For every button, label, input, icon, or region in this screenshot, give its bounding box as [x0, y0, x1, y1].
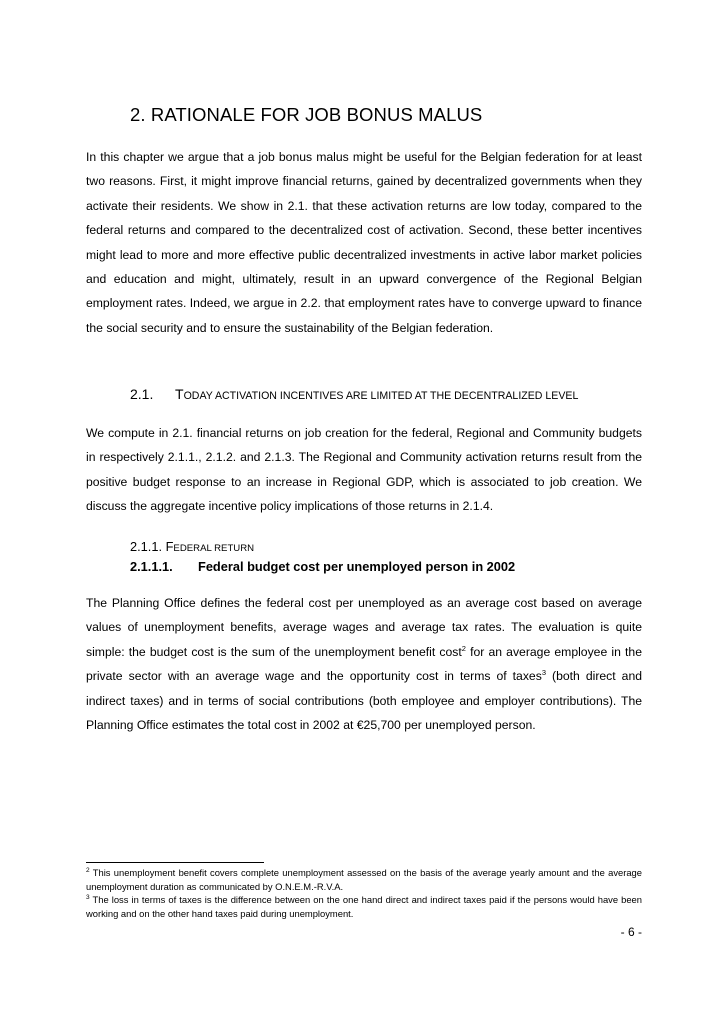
footnote-mark: 2 — [86, 867, 90, 874]
footnotes — [86, 866, 642, 920]
body-text-part-1: The Planning Office defines the federal cost per unemployed as an average cost based on average values of unemployment benefits, average wages and average tax rates. The evaluation is quite simple: the budget cost is the sum of the unemployment benefit cost — [86, 596, 642, 659]
section-title-initial: T — [175, 386, 184, 402]
subsection-heading-2-1-1 — [130, 539, 254, 554]
body-text-part-2: for an average employee in the private sector with an average wage and the opportunity cost in terms of taxes — [86, 644, 642, 684]
chapter-heading: 2. RATIONALE FOR JOB BONUS MALUS — [130, 104, 483, 125]
footnote-text: The loss in terms of taxes is the difference between on the one hand direct and indirect taxes paid if the persons would have been working and on the other hand taxes paid during unemployment. — [86, 894, 642, 919]
intro-paragraph — [86, 145, 642, 340]
footnote-mark: 3 — [86, 894, 90, 902]
subsubsection-number: 2.1.1.1. — [130, 559, 173, 574]
subsection-title-initial: F — [165, 539, 174, 554]
footnote-3 — [86, 893, 642, 920]
body-paragraph-text — [86, 591, 642, 737]
section-heading-2-1 — [130, 386, 578, 402]
footnote-ref-3[interactable]: 3 — [541, 668, 546, 678]
footnote-text: This unemployment benefit covers complete unemployment assessed on the basis of the average yearly amount and the average unemployment duration as communicated by O.N.E.M.-R.V.A. — [86, 867, 642, 892]
body-text-part-3: (both direct and indirect taxes) and in terms of social contributions (both employee and employer contributions). The Planning Office estimates the total cost in 2002 at €25,700 per unemployed person. — [86, 669, 643, 733]
subsection-number: 2.1.1. — [130, 539, 163, 554]
section-number: 2.1. — [130, 386, 154, 402]
section-2-1-paragraph-text: We compute in 2.1. financial returns on job creation for the federal, Regional and Community budgets in respectively 2.1.1., 2.1.2. and 2.1.3. The Regional and Community activation returns result from the positive budget response to an increase in Regional GDP, which is associated to job creation. We discuss the aggregate incentive policy implications of those returns in 2.1.4. — [86, 426, 642, 514]
subsection-title-rest: EDERAL RETURN — [173, 543, 255, 554]
section-title-rest: ODAY ACTIVATION INCENTIVES ARE LIMITED AT THE DECENTRALIZED LEVEL — [183, 390, 579, 402]
footnote-ref-2[interactable]: 2 — [461, 643, 466, 653]
footnote-separator — [86, 862, 264, 863]
intro-paragraph-text: In this chapter we argue that a job bonus malus might be useful for the Belgian federation for at least two reasons. First, it might improve financial returns, gained by decentralized governments when they activate their residents. We show in 2.1. that these activation returns are low today, compared to the federal returns and compared to the decentralized cost of activation. Second, these better incentives might lead to more and more effective public decentralized investments in active labor market policies and education and might, ultimately, result in an upward convergence of the Regional Belgian employment rates. Indeed, we argue in 2.2. that employment rates have to converge upward to finance the social security and to ensure the sustainability of the Belgian federation. — [86, 150, 642, 335]
section-2-1-paragraph — [86, 421, 642, 519]
subsubsection-heading-2-1-1-1 — [130, 559, 515, 574]
page-number: - 6 - — [620, 925, 642, 939]
subsubsection-title: Federal budget cost per unemployed person in 2002 — [198, 559, 516, 574]
body-paragraph — [86, 591, 642, 737]
footnote-2 — [86, 866, 642, 893]
